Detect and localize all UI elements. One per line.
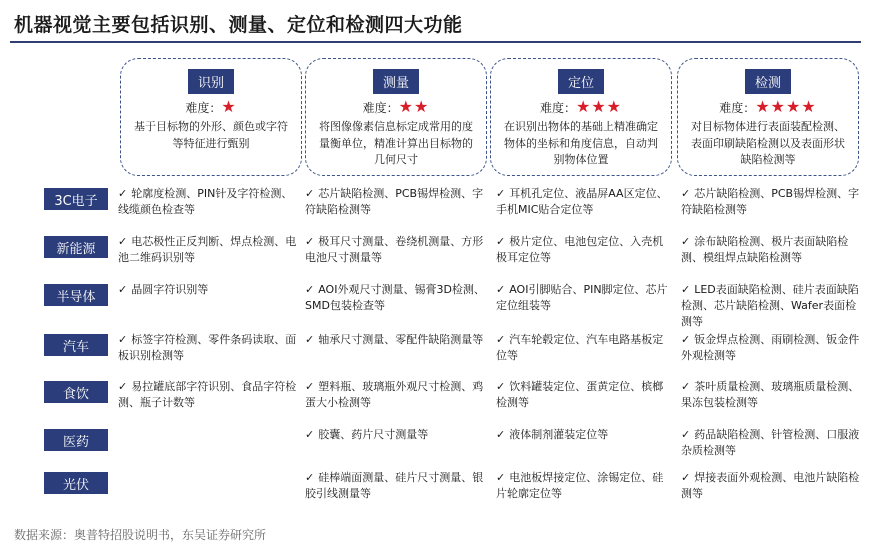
check-icon: ✓	[305, 235, 315, 248]
application-text: 电芯极性正反判断、焊点检测、电池二维码识别等	[118, 235, 297, 264]
function-card-4	[677, 58, 859, 176]
application-text: 芯片缺陷检测、PCB锡焊检测、字符缺陷检测等	[681, 187, 860, 216]
check-icon: ✓	[496, 471, 506, 484]
application-text: 汽车轮毂定位、汽车电路基板定位等	[496, 333, 664, 362]
industry-label: 3C电子	[44, 188, 108, 210]
check-icon: ✓	[496, 428, 506, 441]
application-text: 钣金焊点检测、雨刷检测、钣金件外观检测等	[681, 333, 860, 362]
application-text: 晶圆字符识别等	[131, 283, 209, 296]
check-icon: ✓	[118, 283, 128, 296]
application-cell	[305, 470, 489, 502]
application-cell	[496, 282, 674, 314]
check-icon: ✓	[305, 187, 315, 200]
application-cell	[305, 332, 489, 348]
application-cell	[681, 186, 861, 218]
check-icon: ✓	[681, 333, 691, 346]
check-icon: ✓	[681, 235, 691, 248]
check-icon: ✓	[496, 283, 506, 296]
application-text: 涂布缺陷检测、极片表面缺陷检测、模组焊点缺陷检测等	[681, 235, 849, 264]
page-title: 机器视觉主要包括识别、测量、定位和检测四大功能	[14, 14, 463, 36]
check-icon: ✓	[118, 187, 128, 200]
application-text: 极耳尺寸测量、卷绕机测量、方形电池尺寸测量等	[305, 235, 484, 264]
check-icon: ✓	[305, 333, 315, 346]
function-description: 基于目标物的外形、颜色或字符等特征进行甄别	[134, 120, 288, 150]
check-icon: ✓	[681, 187, 691, 200]
function-title: 定位	[558, 69, 604, 94]
check-icon: ✓	[305, 283, 315, 296]
function-card-1	[120, 58, 302, 176]
difficulty-row	[121, 97, 301, 116]
application-text: LED表面缺陷检测、硅片表面缺陷检测、芯片缺陷检测、Wafer表面检测等	[681, 283, 859, 328]
application-text: AOI引脚贴合、PIN脚定位、芯片定位组装等	[496, 283, 668, 312]
application-text: 极片定位、电池包定位、入壳机极耳定位等	[496, 235, 664, 264]
difficulty-label: 难度：	[185, 101, 222, 115]
application-cell	[118, 379, 298, 411]
check-icon: ✓	[496, 235, 506, 248]
industry-label: 新能源	[44, 236, 108, 258]
application-text: 饮料罐装定位、蛋黄定位、槟榔检测等	[496, 380, 664, 409]
difficulty-row	[306, 97, 486, 116]
application-text: AOI外观尺寸测量、锡膏3D检测、SMD包装检查等	[305, 283, 485, 312]
function-card-2	[305, 58, 487, 176]
check-icon: ✓	[305, 380, 315, 393]
application-cell	[496, 379, 674, 411]
application-cell	[118, 234, 298, 266]
application-cell	[681, 427, 861, 459]
industry-label: 食饮	[44, 381, 108, 403]
check-icon: ✓	[118, 380, 128, 393]
industry-label: 光伏	[44, 472, 108, 494]
application-text: 茶叶质量检测、玻璃瓶质量检测、果冻包装检测等	[681, 380, 860, 409]
application-text: 轴承尺寸测量、零配件缺陷测量等	[318, 333, 484, 346]
application-text: 耳机孔定位、液晶屏AA区定位、手机MIC贴合定位等	[496, 187, 668, 216]
application-cell	[496, 186, 674, 218]
difficulty-label: 难度：	[719, 101, 756, 115]
title-underline	[10, 41, 861, 43]
check-icon: ✓	[681, 380, 691, 393]
function-card-3	[490, 58, 672, 176]
application-cell	[305, 282, 489, 314]
function-title: 检测	[745, 69, 791, 94]
source-note: 数据来源：奥普特招股说明书，东吴证券研究所	[14, 528, 267, 542]
difficulty-row	[678, 97, 858, 116]
application-text: 易拉罐底部字符识别、食品字符检测、瓶子计数等	[118, 380, 297, 409]
application-text: 液体制剂灌装定位等	[509, 428, 609, 441]
difficulty-stars: ★★★	[575, 97, 623, 116]
check-icon: ✓	[305, 471, 315, 484]
check-icon: ✓	[681, 428, 691, 441]
application-text: 轮廓度检测、PIN针及字符检测、线缆颜色检查等	[118, 187, 293, 216]
industry-label: 医药	[44, 429, 108, 451]
application-cell	[305, 186, 489, 218]
check-icon: ✓	[118, 235, 128, 248]
application-cell	[496, 427, 674, 443]
application-cell	[118, 186, 298, 218]
difficulty-stars: ★	[221, 97, 237, 116]
application-cell	[496, 234, 674, 266]
application-cell	[681, 332, 861, 364]
application-text: 胶囊、药片尺寸测量等	[318, 428, 429, 441]
check-icon: ✓	[496, 187, 506, 200]
check-icon: ✓	[496, 333, 506, 346]
application-cell	[681, 379, 861, 411]
application-text: 药品缺陷检测、针管检测、口服液杂质检测等	[681, 428, 860, 457]
application-cell	[496, 332, 674, 364]
application-text: 塑料瓶、玻璃瓶外观尺寸检测、鸡蛋大小检测等	[305, 380, 484, 409]
application-cell	[305, 427, 489, 443]
industry-label: 汽车	[44, 334, 108, 356]
application-text: 芯片缺陷检测、PCB锡焊检测、字符缺陷检测等	[305, 187, 484, 216]
application-cell	[681, 234, 861, 266]
check-icon: ✓	[496, 380, 506, 393]
application-cell	[305, 234, 489, 266]
check-icon: ✓	[681, 471, 691, 484]
function-title: 测量	[373, 69, 419, 94]
function-description: 将图像像素信息标定成常用的度量衡单位，精准计算出目标物的几何尺寸	[319, 120, 473, 166]
application-cell	[118, 332, 298, 364]
difficulty-label: 难度：	[539, 101, 576, 115]
application-cell	[496, 470, 674, 502]
difficulty-row	[491, 97, 671, 116]
application-cell	[681, 282, 861, 330]
difficulty-label: 难度：	[362, 101, 399, 115]
application-cell	[681, 470, 861, 502]
check-icon: ✓	[681, 283, 691, 296]
industry-label: 半导体	[44, 284, 108, 306]
application-text: 标签字符检测、零件条码读取、面板识别检测等	[118, 333, 297, 362]
check-icon: ✓	[305, 428, 315, 441]
application-cell	[305, 379, 489, 411]
function-title: 识别	[188, 69, 234, 94]
check-icon: ✓	[118, 333, 128, 346]
difficulty-stars: ★★	[398, 97, 430, 116]
difficulty-stars: ★★★★	[755, 97, 817, 116]
application-text: 焊接表面外观检测、电池片缺陷检测等	[681, 471, 860, 500]
function-description: 对目标物体进行表面装配检测、表面印刷缺陷检测以及表面形状缺陷检测等	[691, 120, 845, 166]
function-description: 在识别出物体的基础上精准确定物体的坐标和角度信息，自动判别物体位置	[504, 120, 658, 166]
application-cell	[118, 282, 298, 298]
application-text: 电池板焊接定位、涂锡定位、硅片轮廓定位等	[496, 471, 664, 500]
application-text: 硅棒端面测量、硅片尺寸测量、银胶引线测量等	[305, 471, 484, 500]
